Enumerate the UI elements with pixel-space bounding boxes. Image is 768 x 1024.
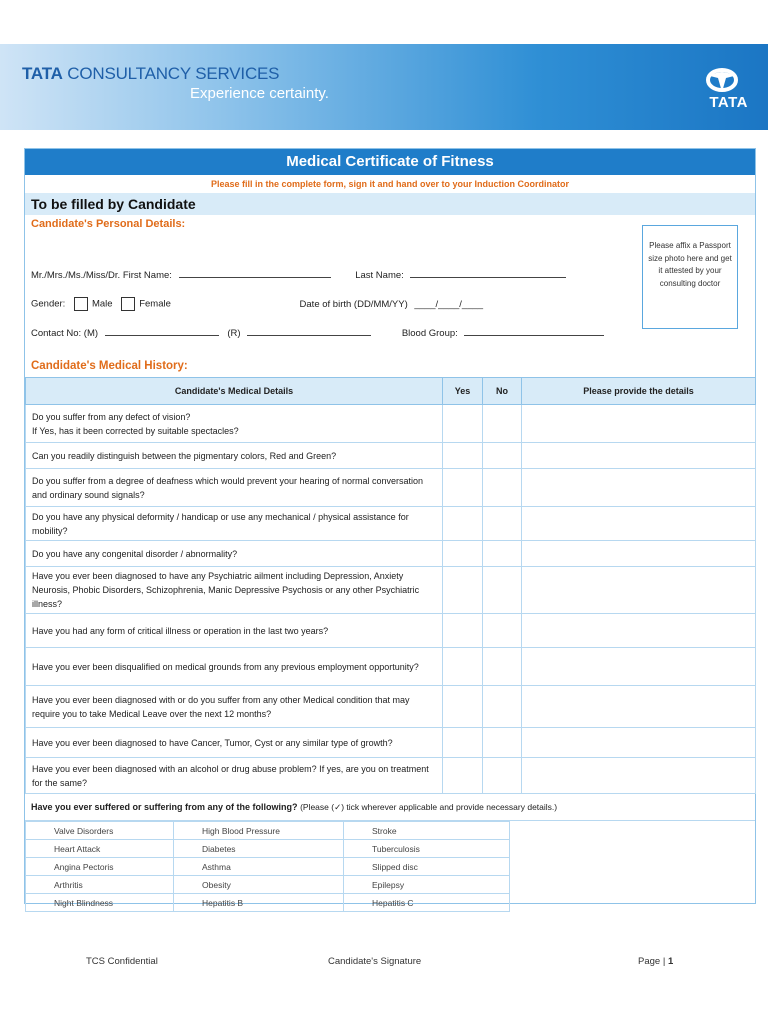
condition-item[interactable]: Angina Pectoris [26,858,174,876]
details-cell[interactable] [522,507,756,541]
question-rows [26,405,756,794]
male-label: Male [91,298,113,310]
question-text: Have you ever been diagnosed to have Cancer, Tumor, Cyst or any similar type of growth? [26,728,443,758]
footer-signature: Candidate's Signature [328,956,422,967]
contact-mobile-label: Contact No: (M) [31,328,99,339]
form-instruction: Please fill in the complete form, sign it and hand over to your Induction Coordinator [210,179,570,189]
question-text: Can you readily distinguish between the pigmentary colors, Red and Green? [26,443,443,469]
details-cell[interactable] [522,405,756,443]
suffered-note: (Please (✓) tick wherever applicable and provide necessary details.) [300,802,558,812]
yes-cell[interactable] [443,541,483,567]
condition-row [26,840,510,858]
details-cell[interactable] [522,469,756,507]
medical-form [24,148,756,908]
tata-logo-word: TATA [709,94,748,111]
yes-cell[interactable] [443,686,483,728]
table-row [26,614,756,648]
dob-field[interactable]: ____/____/____ [414,298,484,310]
no-cell[interactable] [483,541,522,567]
no-cell[interactable] [483,443,522,469]
question-text: Do you have any physical deformity / handicap or use any mechanical / physical assistance for mobility? [26,507,443,541]
details-cell[interactable] [522,648,756,686]
contact-row [31,325,604,339]
condition-item[interactable]: Epilepsy [344,876,510,894]
table-header-row [26,378,756,405]
footer-confidential: TCS Confidential [86,956,158,967]
page-number: 1 [667,956,674,967]
last-name-field[interactable] [410,267,566,278]
yes-cell[interactable] [443,614,483,648]
medical-history-table [25,377,756,794]
question-text: Have you had any form of critical illness or operation in the last two years? [26,614,443,648]
brand-name [22,64,279,84]
header-details: Please provide the details [522,378,756,405]
conditions-table [25,821,510,912]
contact-res-label: (R) [227,328,241,339]
table-row [26,443,756,469]
header-yes: Yes [443,378,483,405]
details-cell[interactable] [522,728,756,758]
photo-box[interactable]: Please affix a Passport size photo here and get it attested by your consulting doctor [642,225,738,329]
blood-group-field[interactable] [464,325,604,336]
footer-page [638,956,673,967]
no-cell[interactable] [483,758,522,794]
no-cell[interactable] [483,405,522,443]
name-row [31,267,566,281]
table-row [26,507,756,541]
condition-row [26,894,510,912]
condition-row [26,876,510,894]
details-cell[interactable] [522,614,756,648]
medical-history-heading: Candidate's Medical History: [31,360,188,372]
condition-item[interactable]: Slipped disc [344,858,510,876]
details-cell[interactable] [522,541,756,567]
condition-row [26,822,510,840]
mobile-field[interactable] [105,325,219,336]
gender-label: Gender: [31,298,66,310]
details-cell[interactable] [522,686,756,728]
condition-item[interactable]: Arthritis [26,876,174,894]
form-title: Medical Certificate of Fitness [25,149,755,175]
page-label: Page | [638,956,668,967]
yes-cell[interactable] [443,507,483,541]
condition-item[interactable]: Stroke [344,822,510,840]
section-title: To be filled by Candidate [25,193,755,215]
question-text: Have you ever been disqualified on medical grounds from any previous employment opportunity? [26,648,443,686]
gender-row [31,297,483,311]
no-cell[interactable] [483,567,522,614]
yes-cell[interactable] [443,469,483,507]
female-label: Female [139,298,171,310]
no-cell[interactable] [483,469,522,507]
details-cell[interactable] [522,443,756,469]
table-row [26,686,756,728]
yes-cell[interactable] [443,728,483,758]
no-cell[interactable] [483,686,522,728]
question-text: Do you suffer from any defect of vision? If Yes, has it been corrected by suitable spectacles? [26,405,443,443]
condition-row [26,858,510,876]
header-medical-details: Candidate's Medical Details [26,378,443,405]
yes-cell[interactable] [443,405,483,443]
female-checkbox[interactable] [121,297,135,311]
no-cell[interactable] [483,648,522,686]
question-text: Do you have any congenital disorder / abnormality? [26,541,443,567]
condition-item[interactable]: Hepatitis B [174,894,344,912]
condition-item[interactable]: Diabetes [174,840,344,858]
table-row [26,567,756,614]
header-banner [0,44,768,130]
dob-label: Date of birth (DD/MM/YY) [299,298,408,310]
table-row [26,405,756,443]
personal-details-heading: Candidate's Personal Details: [31,218,186,230]
brand-tagline: Experience certainty. [190,85,329,102]
residence-field[interactable] [247,325,371,336]
condition-item[interactable]: Valve Disorders [26,822,174,840]
question-text: Have you ever been diagnosed with or do you suffer from any other Medical condition that may require you to take Medical Leave over the next 12 months? [26,686,443,728]
brand-rest: CONSULTANCY SERVICES [67,64,280,83]
condition-item[interactable]: Heart Attack [26,840,174,858]
no-cell[interactable] [483,614,522,648]
table-row [26,541,756,567]
first-name-field[interactable] [179,267,331,278]
yes-cell[interactable] [443,648,483,686]
name-label: Mr./Mrs./Ms./Miss/Dr. First Name: [31,270,172,281]
condition-item[interactable]: Asthma [174,858,344,876]
yes-cell[interactable] [443,443,483,469]
brand-bold: TATA [22,64,63,83]
suffered-question-text: Have you ever suffered or suffering from any of the following? [31,802,298,812]
yes-cell[interactable] [443,567,483,614]
blood-group-label: Blood Group: [401,328,458,339]
condition-item[interactable]: Hepatitis C [344,894,510,912]
details-cell[interactable] [522,567,756,614]
yes-cell[interactable] [443,758,483,794]
table-row [26,648,756,686]
question-text: Have you ever been diagnosed with an alcohol or drug abuse problem? If yes, are you on treatment for the same? [26,758,443,794]
table-row [26,758,756,794]
question-text: Do you suffer from a degree of deafness which would prevent your hearing of normal conversation and ordinary sound signals? [26,469,443,507]
table-row [26,469,756,507]
no-cell[interactable] [483,728,522,758]
details-cell[interactable] [522,758,756,794]
header-no: No [483,378,522,405]
question-text: Have you ever been diagnosed to have any Psychiatric ailment including Depression, Anxiety Neurosis, Phobic Disorders, Schizophrenia, Manic Depressive Psychosis or any other Psychiatric illness? [26,567,443,614]
condition-item[interactable]: Obesity [174,876,344,894]
no-cell[interactable] [483,507,522,541]
male-checkbox[interactable] [74,297,88,311]
table-row [26,728,756,758]
condition-item[interactable]: High Blood Pressure [174,822,344,840]
suffered-question [25,794,755,821]
condition-item[interactable]: Tuberculosis [344,840,510,858]
condition-item[interactable]: Night Blindness [26,894,174,912]
last-name-label: Last Name: [355,270,404,281]
